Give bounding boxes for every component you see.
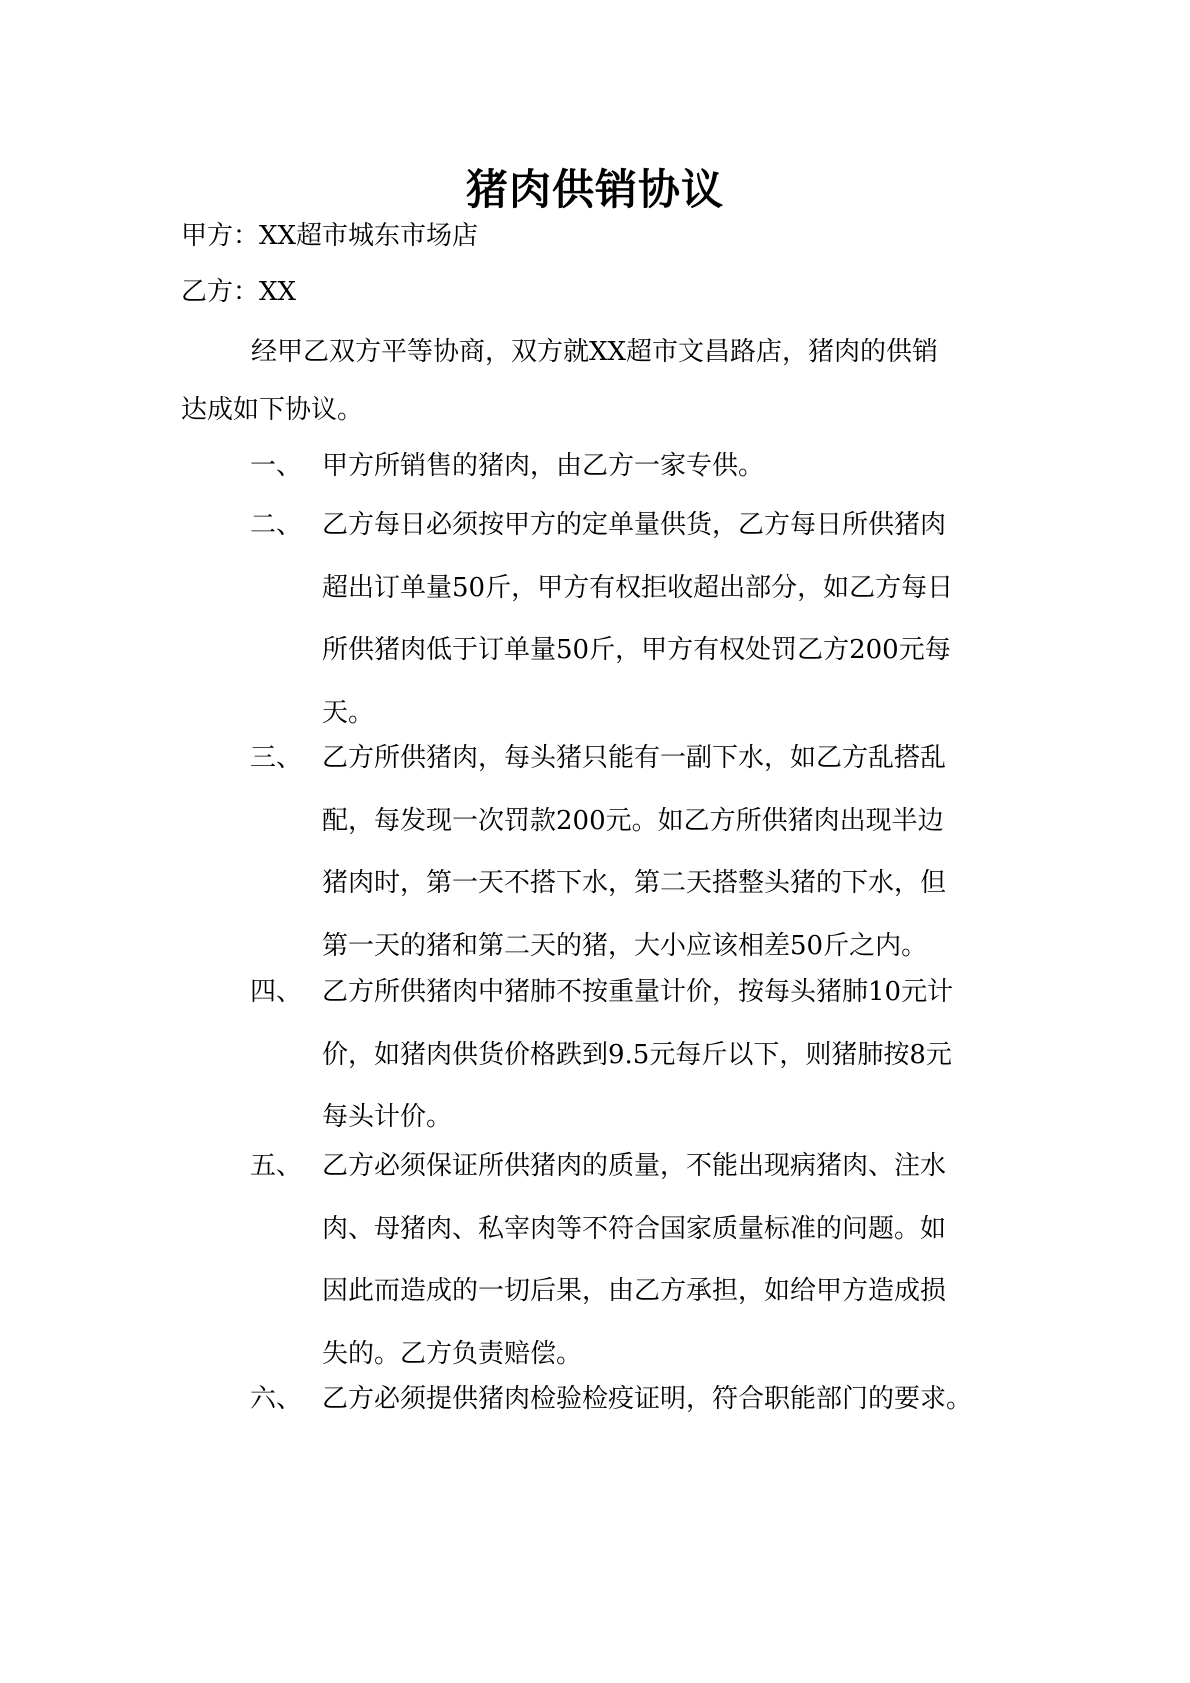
clause-number: 六、 (250, 1384, 303, 1414)
clause-2 (250, 494, 1030, 744)
intro-paragraph-line-1 (181, 334, 1011, 370)
clause-text: 乙方所供猪肉，每头猪只能有一副下水，如乙方乱搭乱 配，每发现一次罚款200元。如乙方所供猪肉出现半边 猪肉时，第一天不搭下水，第二天搭整头猪的下水，但 第一天的猪和第二天的猪，大小应该相差50斤之内。 (322, 743, 947, 961)
intro-text-1: 经甲乙双方平等协商，双方就XX超市文昌路店，猪肉的供销 (251, 337, 939, 367)
party-a: 甲方：XX超市城东市场店 (181, 221, 479, 251)
clause-number: 二、 (250, 510, 303, 540)
clause-4 (250, 961, 1030, 1149)
clause-6 (250, 1368, 1030, 1430)
clause-text: 甲方所销售的猪肉，由乙方一家专供。 (322, 451, 765, 481)
intro-paragraph-line-2: 达成如下协议。 (181, 395, 364, 425)
clause-text: 乙方每日必须按甲方的定单量供货，乙方每日所供猪肉 超出订单量50斤，甲方有权拒收超出部分，如乙方每日 所供猪肉低于订单量50斤，甲方有权处罚乙方200元每 天。 (322, 510, 954, 728)
clause-text: 乙方所供猪肉中猪肺不按重量计价，按每头猪肺10元计 价，如猪肉供货价格跌到9.5元每斤以下，则猪肺按8元 每头计价。 (322, 977, 954, 1132)
clause-number: 三、 (250, 743, 303, 773)
clause-1 (250, 435, 1030, 497)
clause-text: 乙方必须保证所供猪肉的质量，不能出现病猪肉、注水 肉、母猪肉、私宰肉等不符合国家质量标准的问题。如 因此而造成的一切后果，由乙方承担，如给甲方造成损 失的。乙方负责赔偿。 (322, 1151, 947, 1369)
clause-5 (250, 1135, 1030, 1385)
party-b: 乙方：XX (181, 277, 297, 307)
clause-number: 四、 (250, 977, 303, 1007)
clause-text: 乙方必须提供猪肉检验检疫证明，符合职能部门的要求。 (322, 1384, 973, 1414)
document-title: 猪肉供销协议 (465, 165, 724, 214)
clause-number: 一、 (250, 451, 303, 481)
clause-3 (250, 727, 1030, 977)
clause-number: 五、 (250, 1151, 303, 1181)
